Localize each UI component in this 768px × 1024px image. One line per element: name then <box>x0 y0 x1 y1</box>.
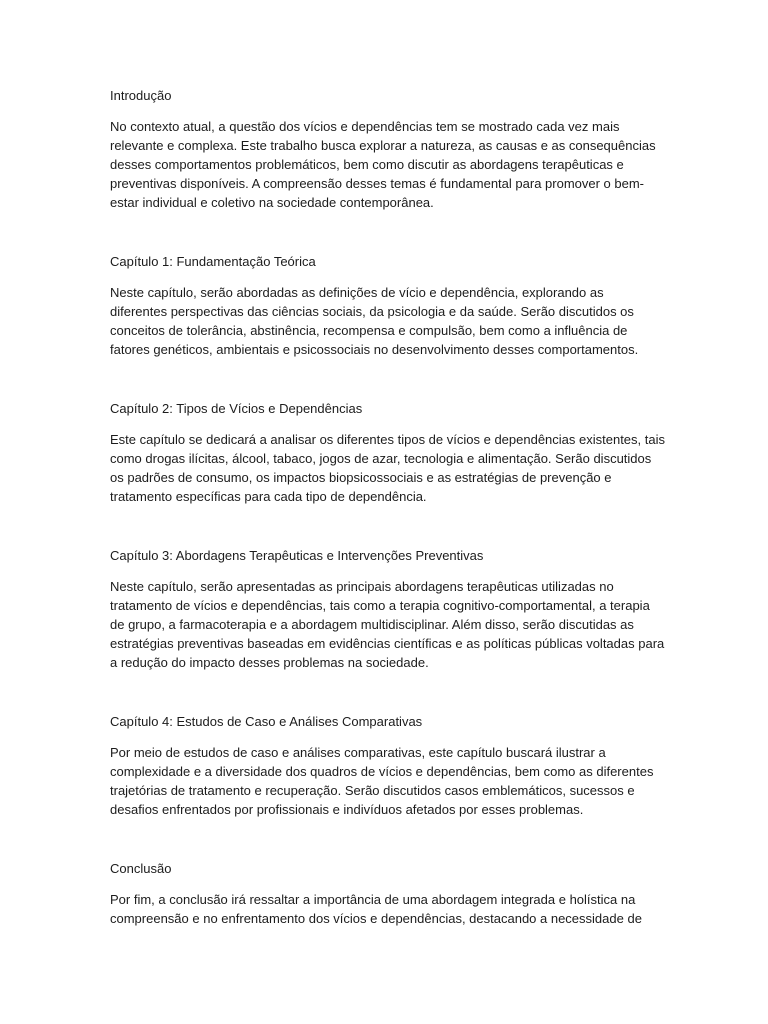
paragraph-line: Este capítulo se dedicará a analisar os diferentes tipos de vícios e dependências existentes, tais <box>110 432 665 447</box>
document-body <box>110 86 665 928</box>
paragraph-line: Por meio de estudos de caso e análises comparativas, este capítulo buscará ilustrar a <box>110 745 606 760</box>
paragraph-line: tratamento específicas para cada tipo de dependência. <box>110 489 427 504</box>
paragraph-line: preventivas disponíveis. A compreensão desses temas é fundamental para promover o bem- <box>110 176 645 191</box>
paragraph-line: desafios enfrentados por profissionais e indivíduos afetados por esses problemas. <box>110 802 584 817</box>
paragraph-line: fatores genéticos, ambientais e psicossociais no desenvolvimento desses comportamentos. <box>110 342 639 357</box>
paragraph-line: como drogas ilícitas, álcool, tabaco, jogos de azar, tecnologia e alimentação. Serão discutidos <box>110 451 652 466</box>
section-heading: Conclusão <box>110 861 172 876</box>
section-paragraph <box>110 283 658 359</box>
section-heading: Capítulo 3: Abordagens Terapêuticas e Intervenções Preventivas <box>110 548 484 563</box>
paragraph-line: os padrões de consumo, os impactos biopsicossociais e as estratégias de prevenção e <box>110 470 612 485</box>
paragraph-line: Neste capítulo, serão apresentadas as principais abordagens terapêuticas utilizadas no <box>110 579 614 594</box>
paragraph-line: Neste capítulo, serão abordadas as definições de vício e dependência, explorando as <box>110 285 604 300</box>
paragraph-line: Por fim, a conclusão irá ressaltar a importância de uma abordagem integrada e holística na <box>110 892 636 907</box>
paragraph-line: relevante e complexa. Este trabalho busca explorar a natureza, as causas e as consequências <box>110 138 656 153</box>
paragraph-line: compreensão e no enfrentamento dos vícios e dependências, destacando a necessidade de <box>110 911 642 926</box>
section-paragraph <box>110 577 665 672</box>
paragraph-line: diferentes perspectivas das ciências sociais, da psicologia e da saúde. Serão discutidos os <box>110 304 634 319</box>
section-capitulo-4 <box>110 712 658 819</box>
section-capitulo-2 <box>110 399 665 506</box>
paragraph-line: estratégias preventivas baseadas em evidências científicas e as políticas públicas voltadas para <box>110 636 665 651</box>
section-heading: Introdução <box>110 88 172 103</box>
paragraph-line: trajetórias de tratamento e recuperação. Serão discutidos casos emblemáticos, sucessos e <box>110 783 635 798</box>
section-paragraph <box>110 743 658 819</box>
section-paragraph <box>110 430 665 506</box>
section-heading: Capítulo 1: Fundamentação Teórica <box>110 254 316 269</box>
section-introducao <box>110 86 658 212</box>
section-heading: Capítulo 2: Tipos de Vícios e Dependências <box>110 401 363 416</box>
section-heading: Capítulo 4: Estudos de Caso e Análises Comparativas <box>110 714 423 729</box>
section-conclusao <box>110 859 658 928</box>
paragraph-line: desses comportamentos problemáticos, bem como discutir as abordagens terapêuticas e <box>110 157 624 172</box>
paragraph-line: a redução do impacto desses problemas na sociedade. <box>110 655 429 670</box>
paragraph-line: de grupo, a farmacoterapia e a abordagem multidisciplinar. Além disso, serão discutidas as <box>110 617 634 632</box>
paragraph-line: tratamento de vícios e dependências, tais como a terapia cognitivo-comportamental, a terapia <box>110 598 650 613</box>
paragraph-line: estar individual e coletivo na sociedade contemporânea. <box>110 195 434 210</box>
section-capitulo-3 <box>110 546 665 672</box>
section-capitulo-1 <box>110 252 658 359</box>
paragraph-line: No contexto atual, a questão dos vícios e dependências tem se mostrado cada vez mais <box>110 119 620 134</box>
section-paragraph <box>110 117 658 212</box>
paragraph-line: conceitos de tolerância, abstinência, recompensa e compulsão, bem como a influência de <box>110 323 628 338</box>
paragraph-line: complexidade e a diversidade dos quadros de vícios e dependências, bem como as diferentes <box>110 764 654 779</box>
section-paragraph <box>110 890 658 928</box>
